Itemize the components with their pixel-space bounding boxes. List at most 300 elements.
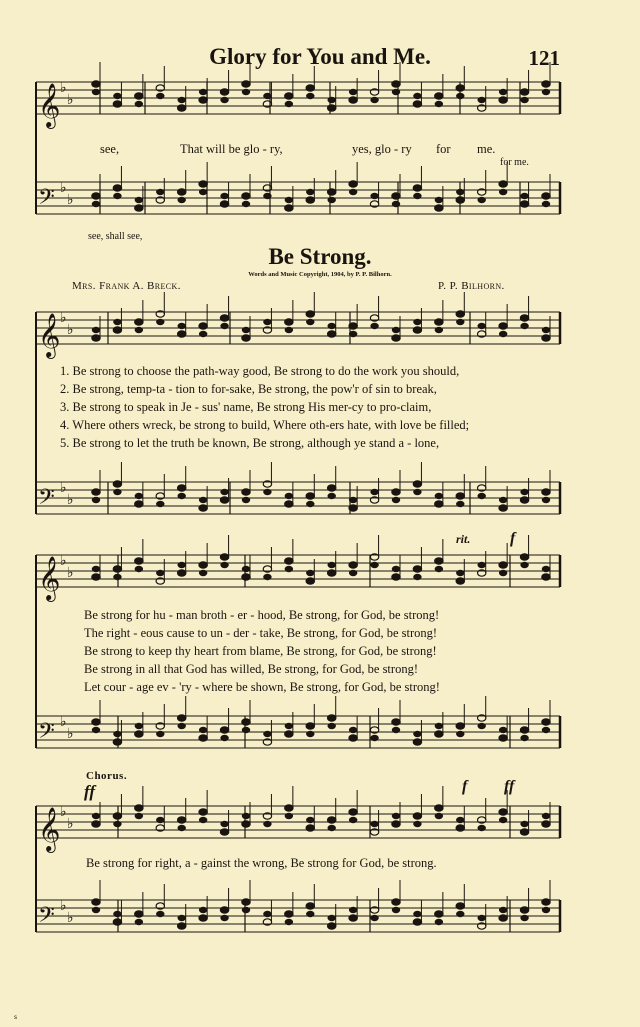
note-head: [285, 327, 293, 333]
note-head: [542, 719, 550, 725]
note-head: [542, 821, 550, 827]
note-head: [349, 915, 357, 921]
note-head: [113, 193, 121, 199]
note-head: [542, 813, 550, 819]
note-head: [435, 197, 443, 203]
note-head: [178, 331, 186, 337]
note-head: [242, 81, 250, 87]
note-head: [499, 809, 507, 815]
note-head: [113, 566, 121, 572]
note-head: [220, 489, 228, 495]
note-head: [306, 197, 314, 203]
note-head: [328, 105, 336, 111]
note-head: [242, 813, 250, 819]
note-head: [392, 813, 400, 819]
page-number: 121: [528, 46, 560, 70]
note-head: [92, 719, 100, 725]
note-head: [370, 821, 378, 827]
note-head: [263, 574, 271, 580]
note-head: [135, 93, 143, 99]
note-head: [520, 315, 528, 321]
note-head: [520, 727, 528, 733]
treble-clef-icon: 𝄞: [38, 556, 61, 600]
note-head: [92, 327, 100, 333]
note-head: [435, 493, 443, 499]
flat-icon: ♭: [67, 726, 74, 742]
note-head: [242, 327, 250, 333]
note-head: [392, 899, 400, 905]
note-head: [392, 89, 400, 95]
note-head: [542, 327, 550, 333]
note-head: [349, 735, 357, 741]
note-head: [135, 813, 143, 819]
note-head: [328, 817, 336, 823]
note-head: [520, 735, 528, 741]
note-head: [456, 903, 464, 909]
note-head: [435, 93, 443, 99]
note-head: [92, 727, 100, 733]
note-head: [135, 911, 143, 917]
note-head: [328, 923, 336, 929]
note-head: [349, 907, 357, 913]
note-head: [499, 735, 507, 741]
note-head: [306, 731, 314, 737]
note-head: [392, 327, 400, 333]
note-head: [263, 731, 271, 737]
note-head: [542, 193, 550, 199]
note-head: [349, 189, 357, 195]
note-head: [199, 505, 207, 511]
note-head: [435, 911, 443, 917]
flat-icon: ♭: [60, 898, 67, 914]
note-head: [392, 335, 400, 341]
note-head: [113, 919, 121, 925]
note-head: [242, 907, 250, 913]
note-head: [135, 919, 143, 925]
bass-clef-icon: 𝄢: [38, 903, 55, 933]
note-head: [456, 189, 464, 195]
note-head: [349, 331, 357, 337]
note-head: [199, 181, 207, 187]
note-head: [92, 335, 100, 341]
bass-clef-icon: 𝄢: [38, 185, 55, 215]
note-head: [328, 825, 336, 831]
note-head: [285, 101, 293, 107]
note-head: [392, 81, 400, 87]
lyric-me: me.: [477, 142, 496, 156]
verse-3-b: Be strong to keep thy heart from blame, Be strong, for God, be strong!: [84, 644, 437, 658]
note-head: [520, 201, 528, 207]
note-head: [499, 189, 507, 195]
note-head: [220, 201, 228, 207]
note-head: [456, 723, 464, 729]
note-head: [156, 93, 164, 99]
note-head: [499, 817, 507, 823]
note-head: [456, 911, 464, 917]
note-head: [92, 821, 100, 827]
note-head: [542, 566, 550, 572]
note-head: [263, 911, 271, 917]
note-head: [156, 501, 164, 507]
note-head: [220, 97, 228, 103]
note-head: [242, 193, 250, 199]
bass-clef-icon: 𝄢: [38, 719, 55, 749]
note-head: [285, 731, 293, 737]
note-head: [285, 501, 293, 507]
note-head: [499, 89, 507, 95]
note-head: [285, 93, 293, 99]
note-head: [242, 497, 250, 503]
note-head: [306, 493, 314, 499]
note-head: [263, 489, 271, 495]
note-head: [478, 825, 486, 831]
note-head: [113, 101, 121, 107]
note-head: [392, 907, 400, 913]
note-head: [349, 181, 357, 187]
note-head: [520, 97, 528, 103]
note-head: [478, 493, 486, 499]
note-head: [499, 562, 507, 568]
note-head: [113, 911, 121, 917]
note-head: [435, 731, 443, 737]
note-head: [242, 719, 250, 725]
note-head: [499, 907, 507, 913]
note-head: [156, 319, 164, 325]
note-head: [392, 201, 400, 207]
note-head: [542, 907, 550, 913]
note-head: [328, 97, 336, 103]
flat-icon: ♭: [60, 180, 67, 196]
note-head: [199, 727, 207, 733]
note-head: [370, 489, 378, 495]
note-head: [220, 315, 228, 321]
note-head: [285, 919, 293, 925]
treble-clef-icon: 𝄞: [38, 313, 61, 357]
staff-verse-bass: [36, 462, 560, 515]
note-head: [242, 899, 250, 905]
note-head: [178, 493, 186, 499]
note-head: [135, 101, 143, 107]
note-head: [178, 562, 186, 568]
note-head: [328, 493, 336, 499]
note-head: [370, 735, 378, 741]
note-head: [135, 327, 143, 333]
note-head: [349, 817, 357, 823]
note-head: [242, 727, 250, 733]
note-head: [220, 735, 228, 741]
note-head: [478, 323, 486, 329]
note-head: [456, 501, 464, 507]
note-head: [349, 89, 357, 95]
note-head: [520, 829, 528, 835]
note-head: [242, 566, 250, 572]
note-head: [242, 574, 250, 580]
note-head: [413, 327, 421, 333]
note-head: [435, 101, 443, 107]
note-head: [285, 197, 293, 203]
note-head: [135, 566, 143, 572]
note-head: [542, 497, 550, 503]
note-head: [220, 562, 228, 568]
note-head: [135, 319, 143, 325]
note-head: [178, 323, 186, 329]
note-head: [499, 497, 507, 503]
note-head: [285, 493, 293, 499]
flat-icon: ♭: [67, 92, 74, 108]
note-head: [349, 323, 357, 329]
note-head: [413, 574, 421, 580]
note-head: [328, 485, 336, 491]
verse-4-a: 4. Where others wreck, be strong to build, Where oth-ers hate, with love be filled;: [60, 418, 470, 432]
note-head: [220, 907, 228, 913]
note-head: [413, 566, 421, 572]
flat-icon: ♭: [67, 322, 74, 338]
note-head: [370, 193, 378, 199]
flat-icon: ♭: [60, 553, 67, 569]
note-head: [328, 331, 336, 337]
note-head: [306, 319, 314, 325]
note-head: [392, 497, 400, 503]
note-head: [435, 813, 443, 819]
note-head: [113, 93, 121, 99]
note-head: [220, 915, 228, 921]
chorus-dynamic-ff: ff: [84, 782, 96, 801]
note-head: [520, 554, 528, 560]
staff-refrain-treble: [36, 535, 560, 602]
verse-4-b: Be strong in all that God has willed, Be strong, for God, be strong!: [84, 662, 418, 676]
note-head: [199, 817, 207, 823]
note-head: [135, 805, 143, 811]
note-head: [199, 907, 207, 913]
note-head: [413, 731, 421, 737]
note-head: [92, 813, 100, 819]
note-head: [392, 574, 400, 580]
staff-refrain-bass: [36, 696, 560, 749]
note-head: [156, 911, 164, 917]
verse-1-a: 1. Be strong to choose the path-way good, Be strong to do the work you should,: [60, 364, 460, 378]
note-head: [306, 817, 314, 823]
footer-mark: s: [14, 1014, 18, 1021]
note-head: [456, 85, 464, 91]
note-head: [113, 821, 121, 827]
note-head: [199, 331, 207, 337]
note-head: [92, 497, 100, 503]
flat-icon: ♭: [60, 480, 67, 496]
note-head: [285, 566, 293, 572]
note-head: [520, 497, 528, 503]
note-head: [199, 323, 207, 329]
note-head: [499, 323, 507, 329]
note-head: [242, 89, 250, 95]
note-head: [285, 723, 293, 729]
note-head: [199, 915, 207, 921]
note-head: [263, 193, 271, 199]
note-head: [499, 570, 507, 576]
note-head: [263, 821, 271, 827]
note-head: [220, 829, 228, 835]
note-head: [306, 570, 314, 576]
note-head: [435, 319, 443, 325]
note-head: [499, 727, 507, 733]
note-head: [456, 319, 464, 325]
verse-2-b: The right - eous cause to un - der - take, Be strong, for God, be strong!: [84, 626, 438, 640]
note-head: [220, 89, 228, 95]
flat-icon: ♭: [67, 816, 74, 832]
note-head: [328, 915, 336, 921]
note-head: [178, 923, 186, 929]
note-head: [456, 197, 464, 203]
hymn-title-glory: Glory for You and Me.: [209, 44, 431, 69]
bass-clef-icon: 𝄢: [38, 485, 55, 515]
note-head: [478, 723, 486, 729]
verse-2-a: 2. Be strong, temp-ta - tion to for-sake, Be strong, the pow'r of sin to break,: [60, 382, 437, 396]
note-head: [370, 915, 378, 921]
note-head: [178, 723, 186, 729]
note-head: [242, 201, 250, 207]
note-head: [520, 193, 528, 199]
note-head: [478, 197, 486, 203]
note-head: [435, 558, 443, 564]
note-head: [178, 197, 186, 203]
note-head: [392, 489, 400, 495]
note-head: [242, 821, 250, 827]
note-head: [178, 715, 186, 721]
note-head: [542, 201, 550, 207]
lyric-that-will-be-glory: That will be glo - ry,: [180, 142, 283, 156]
lyric-see: see,: [100, 142, 120, 156]
note-head: [542, 727, 550, 733]
note-head: [456, 493, 464, 499]
note-head: [478, 97, 486, 103]
lyric-yes-glory: yes, glo - ry: [352, 142, 412, 156]
note-head: [113, 739, 121, 745]
note-head: [542, 81, 550, 87]
note-head: [178, 570, 186, 576]
note-head: [92, 907, 100, 913]
verse-5-b: Let cour - age ev - 'ry - where be shown, Be strong, for God, be strong!: [84, 680, 440, 694]
note-head: [306, 189, 314, 195]
note-head: [413, 911, 421, 917]
flat-icon: ♭: [60, 804, 67, 820]
note-head: [285, 319, 293, 325]
note-head: [178, 105, 186, 111]
note-head: [370, 97, 378, 103]
note-head: [92, 566, 100, 572]
note-head: [156, 570, 164, 576]
note-head: [413, 93, 421, 99]
flat-icon: ♭: [60, 80, 67, 96]
note-head: [413, 481, 421, 487]
note-head: [92, 899, 100, 905]
note-head: [413, 185, 421, 191]
note-head: [135, 197, 143, 203]
note-head: [478, 562, 486, 568]
treble-clef-icon: 𝄞: [38, 83, 61, 127]
note-head: [92, 81, 100, 87]
treble-clef-icon: 𝄞: [38, 807, 61, 851]
note-head: [199, 97, 207, 103]
note-head: [328, 715, 336, 721]
note-head: [113, 731, 121, 737]
note-head: [285, 911, 293, 917]
note-head: [349, 727, 357, 733]
note-head: [542, 335, 550, 341]
note-head: [199, 562, 207, 568]
note-head: [435, 327, 443, 333]
note-head: [520, 915, 528, 921]
note-head: [456, 570, 464, 576]
chorus-dynamic-ff-end: ff: [504, 778, 515, 795]
note-head: [413, 739, 421, 745]
note-head: [113, 481, 121, 487]
note-head: [285, 813, 293, 819]
forte-marking: f: [510, 530, 516, 547]
note-head: [520, 323, 528, 329]
lyricist-credit: Mrs. Frank A. Breck.: [72, 280, 181, 292]
note-head: [92, 574, 100, 580]
note-head: [456, 578, 464, 584]
staff-hymn1-bass: [36, 162, 560, 215]
chorus-label: Chorus.: [86, 770, 128, 782]
note-head: [199, 735, 207, 741]
note-head: [435, 501, 443, 507]
note-head: [178, 485, 186, 491]
flat-icon: ♭: [67, 492, 74, 508]
note-head: [242, 489, 250, 495]
note-head: [349, 562, 357, 568]
note-head: [499, 915, 507, 921]
note-head: [520, 907, 528, 913]
note-head: [413, 821, 421, 827]
note-head: [456, 817, 464, 823]
note-head: [135, 731, 143, 737]
verse-5-a: 5. Be strong to let the truth be known, Be strong, although ye stand a - lone,: [60, 436, 440, 450]
note-head: [178, 825, 186, 831]
note-head: [392, 193, 400, 199]
note-head: [113, 489, 121, 495]
staff-chorus-bass: [36, 880, 560, 933]
note-head: [220, 554, 228, 560]
note-head: [392, 566, 400, 572]
note-head: [135, 205, 143, 211]
bass-echo-see-shall-see: see, shall see,: [88, 231, 143, 242]
note-head: [542, 489, 550, 495]
note-head: [456, 93, 464, 99]
note-head: [328, 562, 336, 568]
chorus-lyrics: Be strong for right, a - gainst the wrong, Be strong for God, be strong.: [86, 856, 437, 870]
note-head: [349, 505, 357, 511]
note-head: [285, 558, 293, 564]
note-head: [220, 497, 228, 503]
note-head: [328, 723, 336, 729]
note-head: [306, 903, 314, 909]
note-head: [113, 319, 121, 325]
verse-3-a: 3. Be strong to speak in Je - sus' name, Be strong His mer-cy to pro-claim,: [60, 400, 432, 414]
flat-icon: ♭: [67, 565, 74, 581]
note-head: [199, 189, 207, 195]
note-head: [349, 809, 357, 815]
note-head: [456, 731, 464, 737]
note-head: [156, 731, 164, 737]
flat-icon: ♭: [60, 310, 67, 326]
note-head: [306, 825, 314, 831]
copyright-notice: Words and Music Copyright, 1904, by P. P. Bilhorn.: [248, 271, 392, 278]
flat-icon: ♭: [67, 192, 74, 208]
composer-credit: P. P. Bilhorn.: [438, 280, 505, 292]
note-head: [220, 821, 228, 827]
note-head: [328, 323, 336, 329]
note-head: [156, 189, 164, 195]
